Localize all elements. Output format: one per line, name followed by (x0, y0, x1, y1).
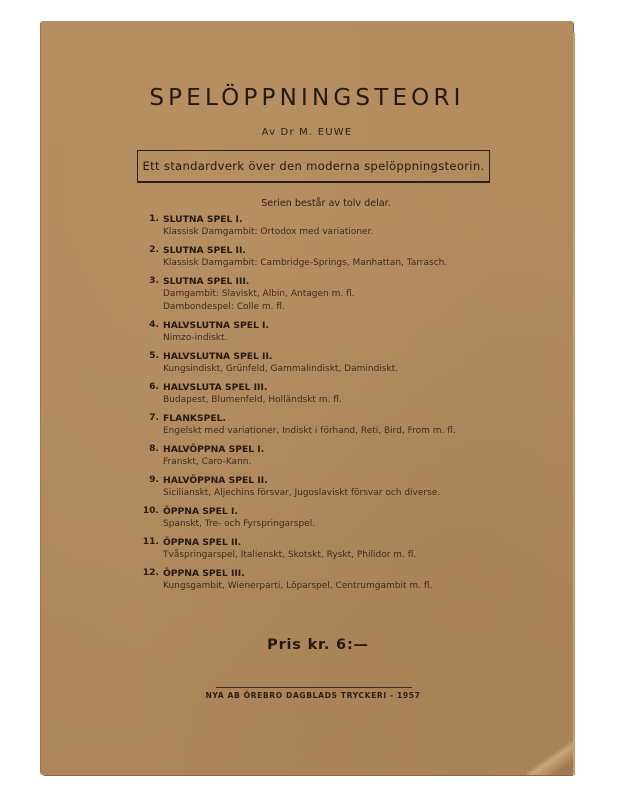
printer-imprint: NYA AB ÖREBRO DAGBLADS TRYCKERI - 1957 (205, 691, 421, 700)
part-title: FLANKSPEL. (163, 413, 227, 424)
part-item (137, 536, 557, 562)
footer-divider (216, 687, 412, 688)
part-description: Klassisk Damgambit: Ortodox med variationer. (163, 227, 374, 237)
part-title: ÖPPNA SPEL I. (163, 506, 238, 517)
part-description: Nimzo-indiskt. (163, 333, 228, 343)
part-number: 3. (149, 275, 159, 286)
part-title: HALVÖPPNA SPEL I. (163, 444, 265, 455)
part-number: 7. (149, 412, 159, 423)
part-description: Budapest, Blumenfeld, Holländskt m. fl. (163, 395, 342, 405)
series-intro: Serien består av tolv delar. (261, 198, 391, 209)
author-line: Av Dr M. EUWE (261, 127, 353, 138)
part-item (137, 244, 557, 270)
part-number: 4. (149, 319, 159, 330)
subtitle-box (137, 150, 490, 183)
part-number: 5. (149, 350, 159, 361)
part-number: 12. (142, 567, 159, 578)
folded-corner (527, 741, 573, 775)
part-description: Franskt, Caro-Kann. (163, 457, 252, 467)
part-title: HALVÖPPNA SPEL II. (163, 475, 268, 486)
document-title: SPELÖPPNINGSTEORI (149, 85, 465, 111)
part-description: Dambondespel: Colle m. fl. (163, 302, 285, 312)
part-description: Tvåspringarspel, Italienskt, Skotskt, Ryskt, Philidor m. fl. (163, 550, 417, 560)
part-title: ÖPPNA SPEL III. (163, 568, 245, 579)
part-item (137, 350, 557, 376)
part-title: SLUTNA SPEL II. (163, 245, 246, 256)
part-title: HALVSLUTA SPEL III. (163, 382, 268, 393)
part-item (137, 505, 557, 531)
part-number: 9. (149, 474, 159, 485)
part-item (137, 381, 557, 407)
part-description: Engelskt med variationer, Indiskt i förhand, Reti, Bird, From m. fl. (163, 426, 456, 436)
part-item (137, 567, 557, 593)
part-description: Damgambit: Slaviskt, Albin, Antagen m. fl. (163, 289, 355, 299)
subtitle-text: Ett standardverk över den moderna spelöppningsteorin. (142, 159, 485, 173)
part-item (137, 275, 557, 314)
part-item (137, 213, 557, 239)
part-title: SLUTNA SPEL III. (163, 276, 250, 287)
part-number: 11. (142, 536, 159, 547)
part-description: Sicilianskt, Aljechins försvar, Jugoslaviskt försvar och diverse. (163, 488, 441, 498)
part-title: HALVSLUTNA SPEL II. (163, 351, 273, 362)
part-item (137, 412, 557, 438)
part-description: Spanskt, Tre- och Fyrspringarspel. (163, 519, 316, 529)
parts-list (137, 213, 557, 598)
part-number: 10. (142, 505, 159, 516)
part-number: 1. (149, 213, 159, 224)
part-title: ÖPPNA SPEL II. (163, 537, 242, 548)
printed-leaflet (41, 21, 573, 775)
part-description: Kungsgambit, Wienerparti, Löparspel, Centrumgambit m. fl. (163, 581, 433, 591)
part-item (137, 474, 557, 500)
part-description: Kungsindiskt, Grünfeld, Gammalindiskt, Damindiskt. (163, 364, 399, 374)
price-label: Pris kr. 6:— (267, 637, 369, 653)
part-description: Klassisk Damgambit: Cambridge-Springs, Manhattan, Tarrasch. (163, 258, 448, 268)
part-number: 6. (149, 381, 159, 392)
part-title: HALVSLUTNA SPEL I. (163, 320, 269, 331)
part-number: 2. (149, 244, 159, 255)
part-title: SLUTNA SPEL I. (163, 214, 243, 225)
part-item (137, 443, 557, 469)
part-item (137, 319, 557, 345)
part-number: 8. (149, 443, 159, 454)
